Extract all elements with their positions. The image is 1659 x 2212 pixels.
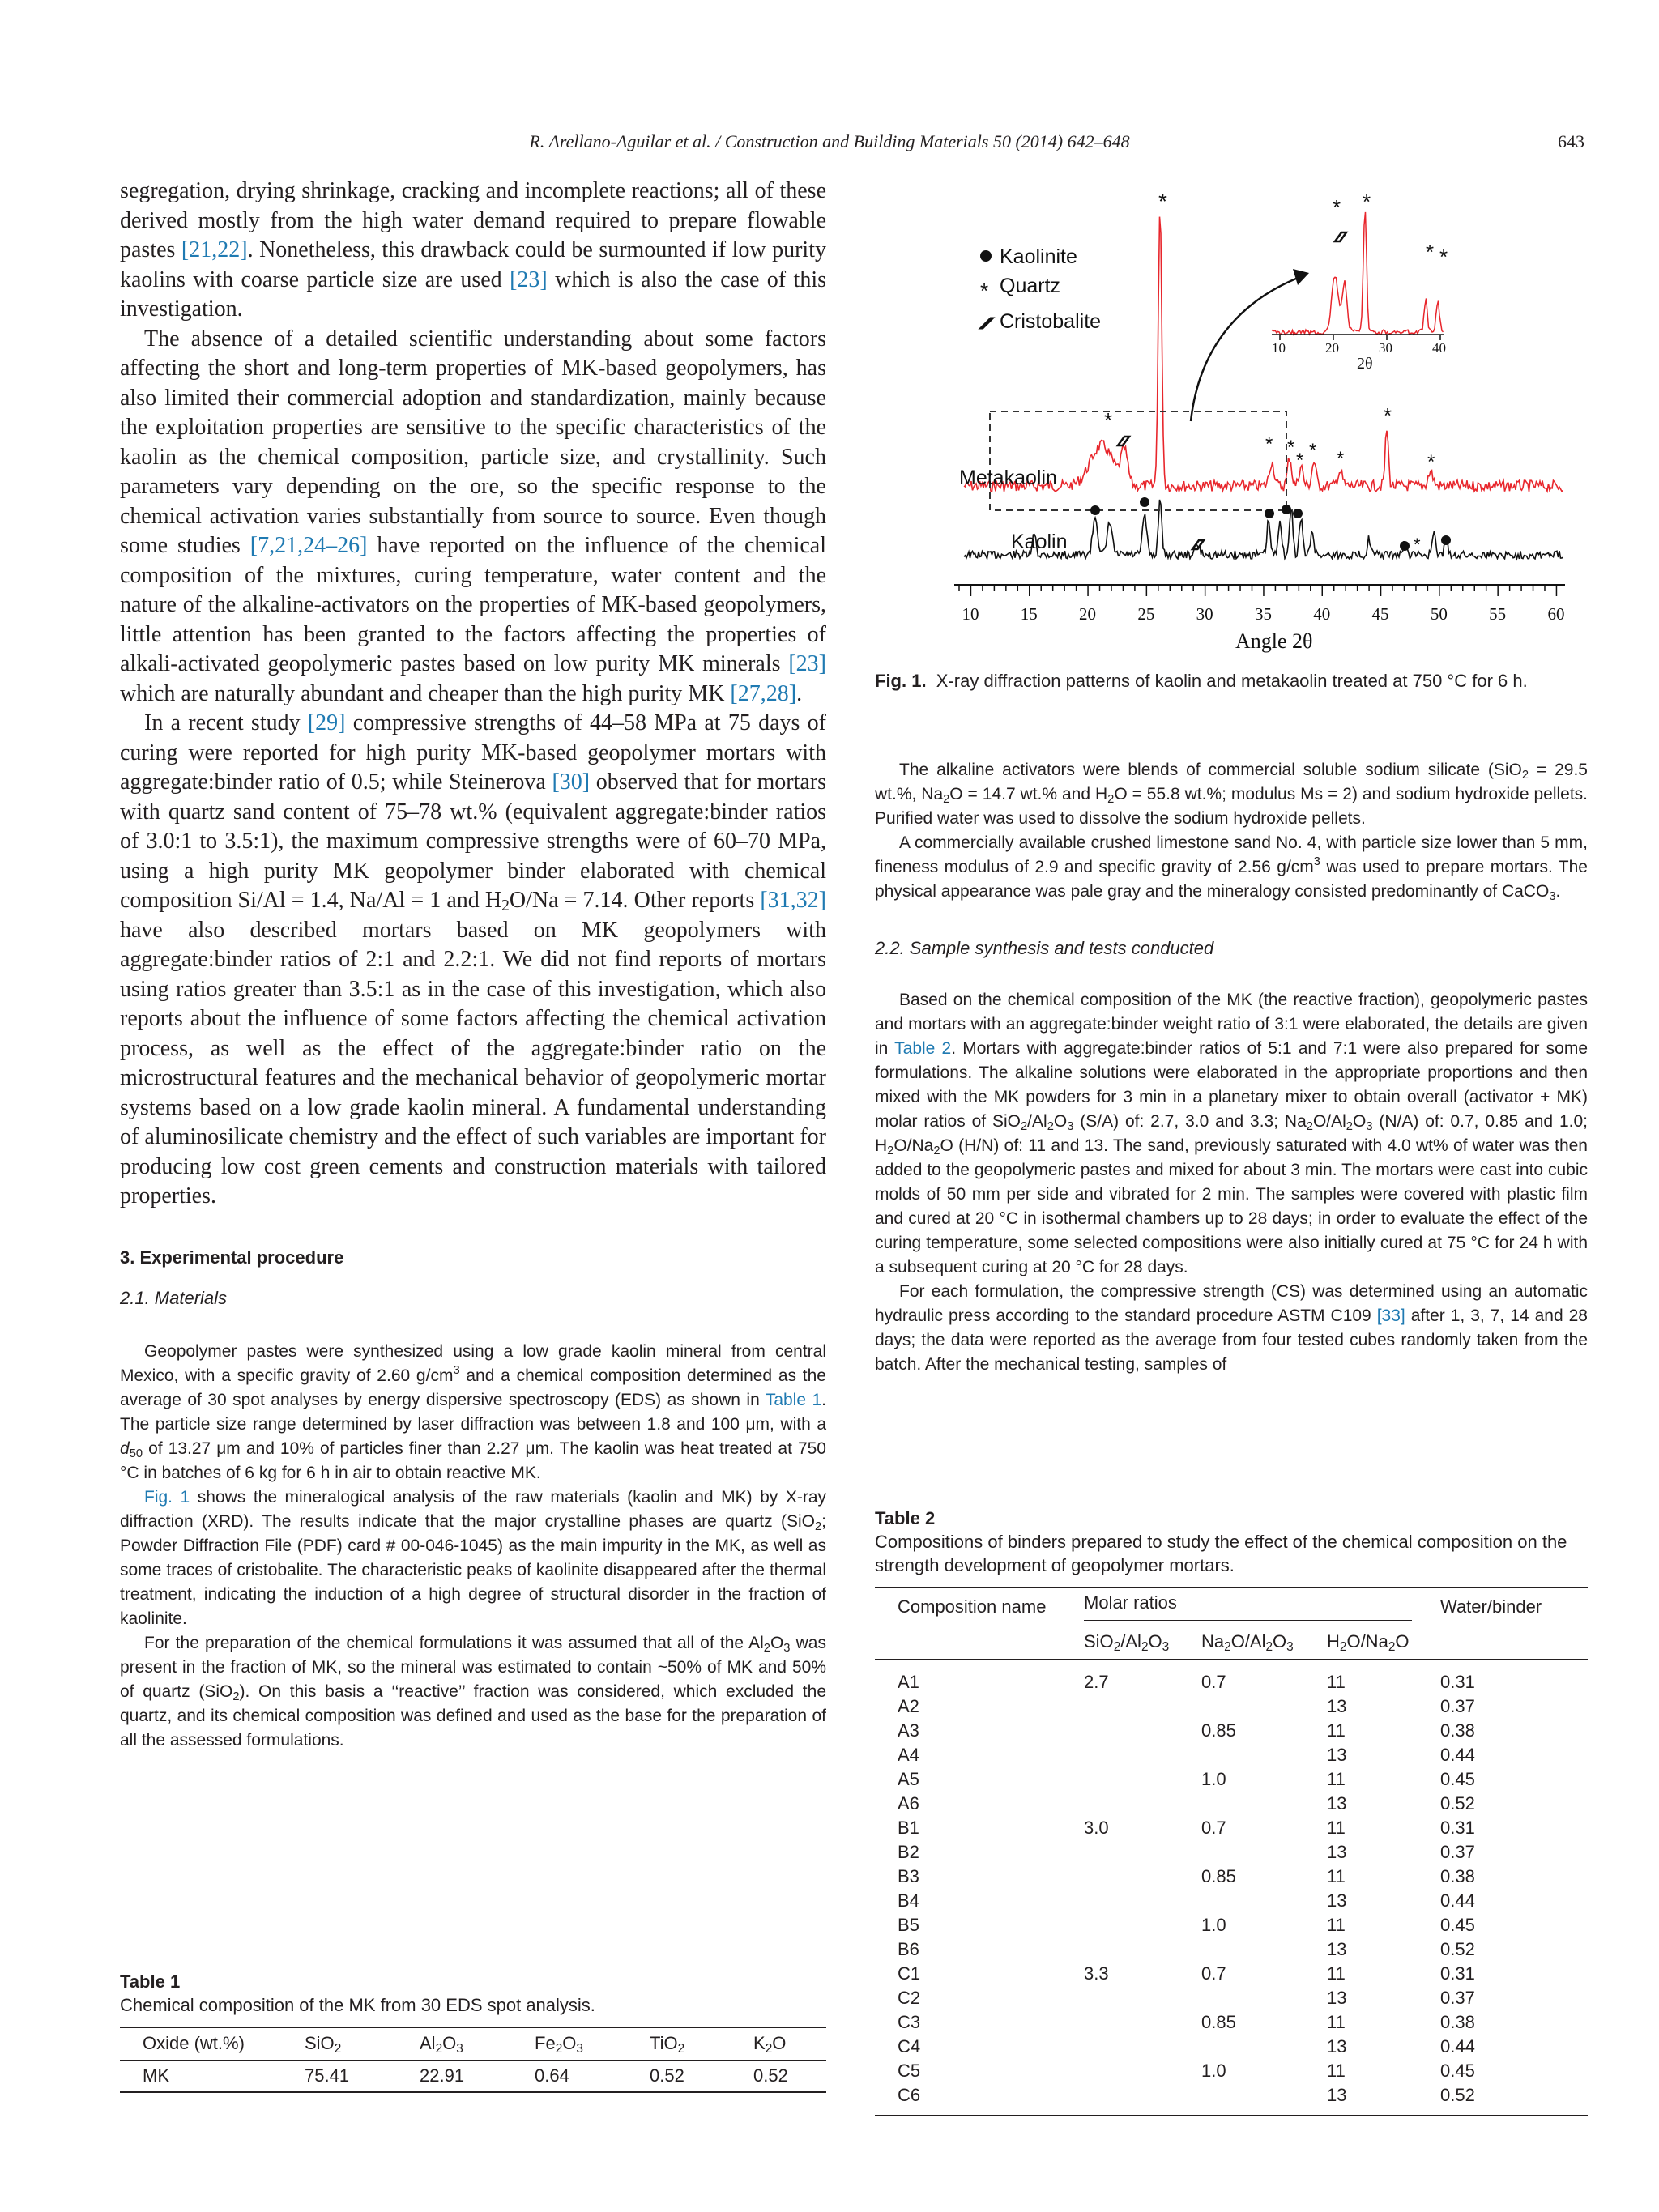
paragraph-3: In a recent study [29] compressive strengths of 44–58 MPa at 75 days of curing were reported for high purity MK-based geopolymer mortars with aggregate:binder ratio of 0.5; while Steinerova [30] observed that for mortars with quartz sand content of 75–78 wt.% (equivalent aggregate:binder ratios of 3.0:1 to 3.5:1), the maximum compressive strengths were of 60–70 MPa, using a high purity MK geopolymer binder elaborated with chemical composition Si/Al = 1.4, Na/Al = 1 and $H_2O/Na = 7.14$. Other reports [31,32] have also described mortars based on MK geopolymers with aggregate:binder ratios of 2:1 and 2.2:1. We did not find reports of mortars using ratios greater than 3.5:1 as in the case of this investigation, which also reports about the influence of some factors affecting the chemical activation process, as well as the effect of the aggregate:binder ratio on the microstructural features and the mechanical behavior of geopolymeric mortar systems based on a low grade kaolin mineral. A fundamental understanding of aluminosilicate chemistry and the effect of such variables are important for producing low cost green cements and construction materials with tailored properties. [120,710,826,1208]
table-cell [1084,2010,1201,2035]
quartz-peak-marker-icon: * [1104,408,1113,433]
table-row [875,1792,1588,1816]
table-cell: 0.64 [535,2065,569,2086]
quartz-peak-marker-icon: * [1296,450,1304,471]
inset-tick-group [1272,335,1446,356]
table-cell: 11 [1327,1818,1346,1838]
x-tick-label: 60 [1547,604,1565,624]
table-subheader-row [875,1625,1588,1659]
table-cell [1084,2059,1201,2083]
table-cell: 13 [1327,1696,1347,1716]
paragraph-1: segregation, drying shrinkage, cracking and incomplete reactions; all of these derived mostly from the high water demand required to prepare flowable pastes [21,22]. Nonetheless, this drawback could be surmounted if low purity kaolins with coarse particle size are used [23] which is also the case of this investigation. [120,178,826,322]
row-label: A6 [898,1793,919,1813]
table-cell: 0.44 [1440,1745,1475,1765]
table-cell: 0.37 [1440,1842,1475,1862]
table-cell: 0.38 [1440,1720,1475,1741]
header-cell: $K_2O$ [753,2033,787,2056]
legend-cristobalite: Cristobalite [1000,310,1102,333]
figure-link[interactable]: Fig. 1 [144,1487,190,1507]
subsection-heading: 2.2. Sample synthesis and tests conducted [875,938,1214,958]
row-label: A2 [898,1696,919,1716]
header-cell: Oxide (wt.%) [143,2033,245,2054]
table-row [120,2060,826,2092]
table-cell: 0.31 [1440,1672,1475,1692]
kaolinite-peak-marker-icon [1265,509,1274,518]
x-tick-label: 50 [1430,604,1448,624]
quartz-peak-marker-icon: * [1427,451,1435,473]
paragraph-materials-2: Fig. 1 shows the mineralogical analysis of the raw materials (kaolin and MK) by X-ray diffraction (XRD). The results indicate that the major crystalline phases are quartz (SiO$_2$; Powder Diffraction File (PDF) card # 00-046-1045) as the main impurity in the MK, as well as some traces of cristobalite. The characteristic peaks of kaolinite disappeared after the thermal treatment, indicating the induction of a high degree of structural disorder in the fraction of kaolinite. [120,1487,826,1628]
header-cell: Molar ratios [1084,1588,1440,1625]
table-cell [1084,1889,1201,1913]
kaolinite-peak-marker-icon [1140,497,1149,507]
xrd-svg [948,178,1596,672]
row-label: B5 [898,1915,919,1935]
table-row [875,1743,1588,1767]
intro-text [120,177,826,1212]
table-row [875,1986,1588,2010]
paragraph-synthesis-2: For each formulation, the compressive strength (CS) was determined using an automatic hydraulic press according to the standard procedure ASTM C109 [33] after 1, 3, 7, 14 and 28 days; the data were reported as the average from four tested cubes randomly taken from the batch. After the mechanical testing, samples of [875,1282,1588,1374]
left-column [120,177,826,1753]
quartz-marker-icon: * [980,279,989,303]
citation-link[interactable]: [31,32] [760,888,826,913]
table-cell [1201,1743,1327,1767]
table-cell: 0.52 [1440,2085,1475,2105]
right-column-text [875,758,1588,1377]
citation-link[interactable]: [7,21,24–26] [249,533,368,558]
table-row [875,1913,1588,1937]
section-heading: 3. Experimental procedure [120,1247,344,1268]
row-label: A3 [898,1720,919,1741]
row-label: MK [143,2065,169,2086]
header-cell: $Fe_2O_3$ [535,2033,583,2056]
kaolinite-peak-marker-icon [1282,505,1291,514]
row-label: B4 [898,1890,919,1911]
table-cell: 11 [1327,1866,1346,1886]
citation-link[interactable]: [29] [307,710,346,735]
table-cell [1201,1889,1327,1913]
table-header-row [875,1588,1588,1625]
paragraph-activators: The alkaline activators were blends of commercial soluble sodium silicate (SiO$_2$ = 29.5 wt.%, $Na_2O = 14.7$ wt.% and $H_2O = 55.8$ wt.%; modulus Ms = 2) and sodium hydroxide pellets. Purified water was used to dissolve the sodium hydroxide pellets. [875,761,1588,828]
page-number: 643 [1558,131,1584,151]
citation-link[interactable]: [27,28] [730,680,797,706]
table-cell [1084,1840,1201,1865]
table-cell [1084,1865,1201,1889]
table-row [875,1962,1588,1986]
table-cell: 13 [1327,2036,1347,2056]
table-cell: 22.91 [420,2065,465,2086]
table-1-grid [120,2027,826,2093]
zoom-region-box [990,411,1286,510]
table-cell: 13 [1327,1745,1347,1765]
table-cell: 13 [1327,1842,1347,1862]
table-cell: 11 [1327,1672,1346,1692]
table-2 [875,1507,1588,2116]
table-cell: 0.45 [1440,1769,1475,1789]
table-cell [1201,2035,1327,2059]
row-label: B1 [898,1818,919,1838]
table-cell: 11 [1327,1769,1346,1789]
row-label: C4 [898,2036,921,2056]
table-2-title: Table 2 [875,1508,936,1528]
citation-link[interactable]: [21,22] [181,237,248,262]
table-cell: 0.7 [1201,1672,1226,1692]
paragraph-sand: A commercially available crushed limestone sand No. 4, with particle size lower than 5 mm, fineness modulus of 2.9 and specific gravity of 2.56 $g/cm^3$ was used to prepare mortars. The physical appearance was pale gray and the mineralogy consisted predominantly of CaCO$_3$. [875,833,1588,903]
table-cell: 0.44 [1440,1890,1475,1911]
paragraph-synthesis-1: Based on the chemical composition of the MK (the reactive fraction), geopolymeric pastes and mortars with an aggregate:binder weight ratio of 3:1 were elaborated, the details are given in Table 2. Mortars with aggregate:binder ratios of 5:1 and 7:1 were also prepared for some formulations. The alkaline solutions were elaborated in the appropriate proportions and then mixed with the MK powders for 3 min in a planetary mixer to obtain overall (activator + MK) molar ratios of $SiO_2/Al_2O_3$ (S/A) of: 2.7, 3.0 and 3.3; $Na_2O/Al_2O_3$ (N/A) of: 0.7, 0.85 and 1.0; $H_2O/Na_2O$ (H/N) of: 11 and 13. The sand, previously saturated with 4.0 wt% of water was then added to the geopolymeric pastes and mixed for about 3 min. The mortars were cast into cubic molds of 50 mm per side and vibrated for 2 min. The samples were covered with plastic film and cured at 20 °C in isothermal chambers up to 28 days; in order to evaluate the effect of the curing temperature, some selected compositions were also initially cured at 75 °C for 24 h with a subsequent curing at 20 °C for 28 days. [875,991,1589,1276]
table-cell: 13 [1327,1988,1347,2008]
table-cell: 0.85 [1201,1866,1236,1886]
table-cell: 0.38 [1440,1866,1475,1886]
table-1-title: Table 1 [120,1971,181,1992]
quartz-peak-marker-icon: * [1384,403,1392,428]
table-row [875,1767,1588,1792]
cristobalite-peak-marker-icon [1118,437,1129,445]
table-cell: 0.85 [1201,2012,1236,2032]
table-row [875,1889,1588,1913]
table-link[interactable]: Table 1 [765,1390,822,1409]
quartz-peak-marker-icon: * [1337,448,1345,470]
kaolinite-peak-marker-icon [1293,509,1303,518]
table-cell: 1.0 [1201,1915,1226,1935]
legend-quartz: Quartz [1000,275,1061,297]
table-cell: 0.31 [1440,1963,1475,1984]
table-cell: 0.45 [1440,1915,1475,1935]
row-label: C2 [898,1988,921,2008]
inset-tick-label: 40 [1432,340,1446,356]
zoom-arrow [1191,275,1304,421]
table-cell: 11 [1327,2012,1346,2032]
paragraph-materials-3: For the preparation of the chemical formulations it was assumed that all of the $Al_2O_3$ was present in the fraction of MK, so the mineral was estimated to contain ~50% of MK and 50% of quartz (SiO$_2$). On this basis a ‘‘reactive’’ fraction was considered, which excluded the quartz, and its chemical composition was defined and used as the base for the preparation of all the assessed formulations. [120,1633,826,1750]
x-tick-label: 45 [1371,604,1389,624]
table-cell [1201,2083,1327,2108]
table-cell: 13 [1327,1939,1347,1959]
citation-link[interactable]: [33] [1376,1306,1405,1325]
table-cell [1084,1719,1201,1743]
table-cell: 75.41 [305,2065,350,2086]
table-cell: 11 [1327,1720,1346,1741]
citation-link[interactable]: [30] [552,769,591,795]
table-row [875,1694,1588,1719]
inset-quartz-marker-icon: * [1439,245,1448,269]
table-1 [120,1970,826,2093]
kaolin-label: Kaolin [1011,531,1068,553]
row-label: B6 [898,1939,919,1959]
table-cell: 0.85 [1201,1720,1236,1741]
kaolinite-marker-icon [980,250,992,262]
subsection-heading: 2.1. Materials [120,1287,228,1308]
table-row [875,2083,1588,2108]
header-cell: $Al_2O_3$ [420,2033,463,2056]
quartz-peak-marker-icon: * [1265,433,1273,455]
x-tick-label: 10 [962,604,979,624]
paragraph-2: The absence of a detailed scientific understanding about some factors affecting the short and long-term properties of MK-based geopolymers, has also limited their commercial adoption and standardization, mainly because the exploitation properties are sensitive to the specific characteristics of the kaolin as the chemical composition, particle size, and crystallinity. Such parameters vary depending on the ore, so the specific response to the chemical activation varies substantially from source to source. Even though some studies [7,21,24–26] have reported on the influence of the chemical composition of the mixtures, curing temperature, water content and the nature of the alkaline-activators on the properties of MK-based geopolymers, little attention has been granted to the factors affecting the properties of alkali-activated geopolymeric pastes based on low purity MK minerals [23] which are naturally abundant and cheaper than the high purity MK [27,28]. [120,326,827,706]
table-cell [1201,1937,1327,1962]
inset-cristobalite-marker-icon [1335,232,1346,241]
table-row [875,2010,1588,2035]
table-row [875,2035,1588,2059]
header-cell: TiO$_2$ [650,2033,685,2056]
table-link[interactable]: Table 2 [894,1039,952,1058]
cristobalite-peak-marker-icon [1192,540,1204,549]
x-tick-label: 25 [1137,604,1155,624]
row-label: C5 [898,2061,921,2081]
table-1-caption: Chemical composition of the MK from 30 EDS spot analysis. [120,1995,595,2015]
row-label: A5 [898,1769,919,1789]
table-cell: 0.45 [1440,2061,1475,2081]
table-cell: 0.7 [1201,1963,1226,1984]
table-cell [1084,2083,1201,2108]
figure-1-caption: Fig. 1. X-ray diffraction patterns of kaolin and metakaolin treated at 750 °C for 6 h. [875,671,1528,691]
inset-tick-label: 10 [1272,340,1286,356]
table-cell: 11 [1327,1963,1346,1984]
row-label: C3 [898,2012,921,2032]
table-cell [1201,1792,1327,1816]
table-2-caption: Compositions of binders prepared to study the effect of the chemical composition on the strength development of geopolymer mortars. [875,1532,1567,1575]
inset-quartz-marker-icon: * [1426,240,1435,264]
table-header-row [120,2027,826,2060]
table-cell: 13 [1327,2085,1347,2105]
table-cell: 11 [1327,1915,1346,1935]
table-2-grid [875,1587,1588,2116]
x-tick-label: 35 [1254,604,1272,624]
table-cell: 0.37 [1440,1696,1475,1716]
x-tick-label: 55 [1489,604,1507,624]
row-label: A4 [898,1745,919,1765]
table-cell: 2.7 [1084,1672,1109,1692]
inset-tick-label: 20 [1325,340,1339,356]
synthesis-text [875,988,1588,1377]
x-tick-label: 30 [1196,604,1213,624]
header-cell: SiO$_2$ [305,2033,342,2056]
table-cell [1084,1913,1201,1937]
table-cell: 3.0 [1084,1818,1109,1838]
table-cell: 11 [1327,2061,1346,2081]
table-cell: 0.44 [1440,2036,1475,2056]
header-cell: $Na_2O/Al_2O_3$ [1201,1630,1294,1654]
kaolinite-peak-marker-icon [1400,541,1410,551]
table-cell: 0.52 [650,2065,684,2086]
table-cell [1084,1937,1201,1962]
header-cell: Composition name [898,1596,1047,1617]
kaolinite-peak-marker-icon [1441,535,1451,545]
quartz-peak-marker-icon: * [1287,437,1295,458]
quartz-peak-marker-icon: * [1158,189,1167,214]
metakaolin-label: Metakaolin [959,467,1057,489]
row-label: B3 [898,1866,919,1886]
table-row [875,1937,1588,1962]
table-cell [1084,2035,1201,2059]
header-cell: $H_2O/Na_2O$ [1327,1630,1410,1654]
row-label: C1 [898,1963,921,1984]
table-cell [1084,1743,1201,1767]
table-cell [1201,1986,1327,2010]
inset-quartz-marker-icon: * [1363,190,1371,214]
table-cell: 0.38 [1440,2012,1475,2032]
table-cell: 0.37 [1440,1988,1475,2008]
inset-axis-label: 2θ [1357,355,1373,373]
table-cell [1201,1694,1327,1719]
table-cell: 0.52 [1440,1939,1475,1959]
table-row [875,1865,1588,1889]
table-cell: 13 [1327,1890,1347,1911]
running-header: R. Arellano-Aguilar et al. / Construction and Building Materials 50 (2014) 642–648 [529,131,1130,151]
quartz-peak-marker-icon: * [1309,440,1317,462]
table-cell [1084,1694,1201,1719]
quartz-peak-marker-icon: * [1414,535,1421,555]
table-cell: 0.52 [753,2065,788,2086]
inset-tick-label: 30 [1379,340,1392,356]
row-label: B2 [898,1842,919,1862]
table-cell [1084,1767,1201,1792]
table-row [875,1840,1588,1865]
inset-quartz-marker-icon: * [1333,195,1341,219]
x-tick-label: 40 [1313,604,1331,624]
x-axis-label: Angle 2θ [1235,629,1313,653]
table-cell: 13 [1327,1793,1347,1813]
cristobalite-marker-icon [981,318,992,328]
materials-text [120,1340,826,1753]
xrd-figure [948,178,1596,672]
legend-kaolinite: Kaolinite [1000,245,1077,268]
x-tick-group [959,585,1564,624]
paragraph-materials-1: Geopolymer pastes were synthesized using a low grade kaolin mineral from central Mexico, with a specific gravity of 2.60 $g/cm^3$ and a chemical composition determined as the average of 30 spot analyses by energy dispersive spectroscopy (EDS) as shown in Table 1. The particle size range determined by laser diffraction was between 1.8 and 100 μm, with a $d_{50}$ of 13.27 μm and 10% of particles finer than 2.27 μm. The kaolin was heat treated at 750 °C in batches of 6 kg for 6 h in air to obtain reactive MK. [120,1341,827,1482]
header-cell: Water/binder [1440,1596,1542,1617]
header-cell: $SiO_2/Al_2O_3$ [1084,1630,1170,1654]
table-cell [1084,1792,1201,1816]
table-row [875,2059,1588,2083]
table-cell: 1.0 [1201,2061,1226,2081]
table-cell: 0.31 [1440,1818,1475,1838]
table-cell: 0.52 [1440,1793,1475,1813]
table-row [875,1816,1588,1840]
citation-link[interactable]: [23] [788,651,826,676]
x-tick-label: 20 [1079,604,1097,624]
table-cell: 0.7 [1201,1818,1226,1838]
table-cell [1201,1840,1327,1865]
citation-link[interactable]: [23] [510,266,548,292]
x-tick-label: 15 [1020,604,1038,624]
row-label: A1 [898,1672,919,1692]
table-row [875,1670,1588,1694]
table-row [875,1719,1588,1743]
row-label: C6 [898,2085,921,2105]
table-cell: 3.3 [1084,1963,1109,1984]
arrow-head-icon [1293,269,1309,285]
table-cell: 1.0 [1201,1769,1226,1789]
table-cell [1084,1986,1201,2010]
kaolinite-peak-marker-icon [1090,505,1100,515]
